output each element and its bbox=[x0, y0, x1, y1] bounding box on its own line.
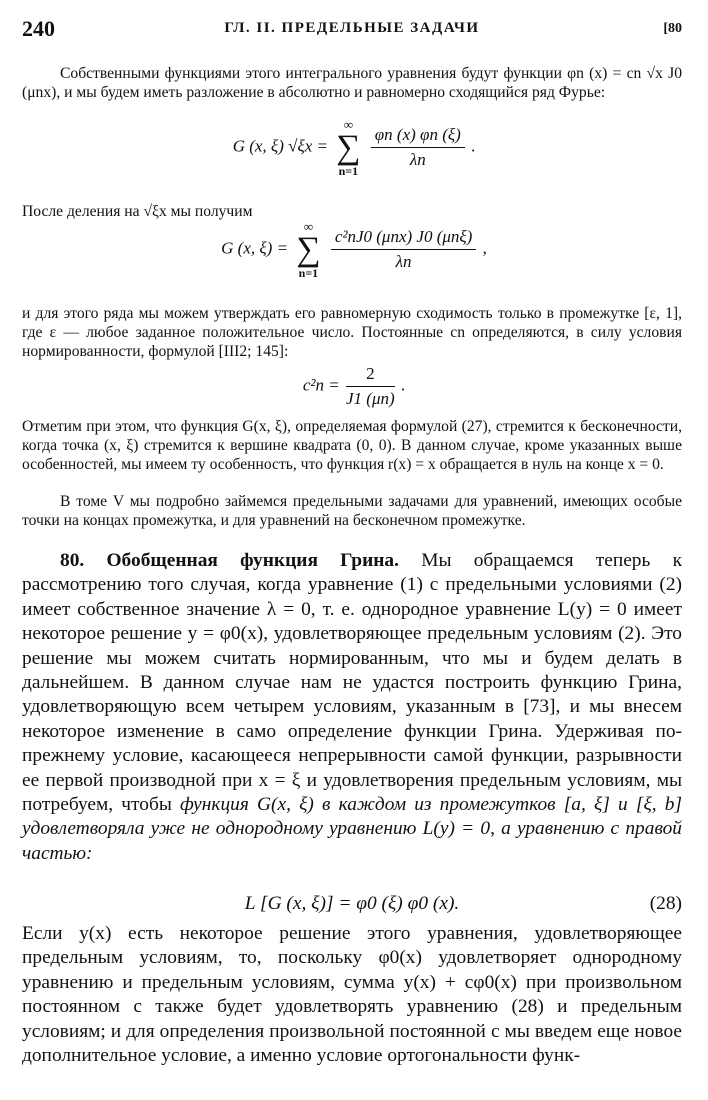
equation-normalization-constant bbox=[0, 364, 708, 409]
sum-upper-limit: ∞ bbox=[343, 117, 354, 132]
running-header bbox=[22, 14, 682, 44]
eq3-punct: . bbox=[400, 375, 406, 395]
paragraph-uniform-convergence: и для этого ряда мы можем утверждать его равномерную сходимость только в промежутке [ε, 1], где ε — любое заданное положительное число. Постоянные cn определяются, в силу условия нормированности, формулой [III2; 145]: bbox=[22, 305, 682, 360]
eq3-numerator: 2 bbox=[346, 364, 395, 387]
paragraph-singularity-note: Отметим при этом, что функция G(x, ξ), определяемая формулой (27), стремится к бесконечности, когда точка (x, ξ) стремится к вершине квадрата (0, 0). В данном случае, кроме указанных выше особенностей, мы имеем ту особенность, что функция r(x) = x обращается в нуль на конце x = 0. bbox=[22, 418, 682, 473]
eq2-numerator: c²nJ0 (μnx) J0 (μnξ) bbox=[331, 227, 477, 250]
equation-fourier-series bbox=[0, 118, 708, 177]
eq1-denominator: λn bbox=[409, 150, 426, 169]
section-heading: 80. Обобщенная функция Грина. bbox=[60, 550, 399, 571]
equation-28-number-wrap bbox=[650, 892, 682, 916]
summation-sign: ∞ ∑ n=1 bbox=[296, 219, 321, 280]
eq3-lhs: c²n = bbox=[302, 375, 340, 395]
eq1-lhs: G (x, ξ) √ξx = bbox=[232, 136, 329, 156]
section-80-italic-statement: функция G(x, ξ) в каждом из промежутков [a, ξ] и [ξ, b] удовлетворяла уже не однородному уравнению L(y) = 0, а уравнению с правой частью: bbox=[22, 794, 683, 864]
section-80-body bbox=[22, 549, 682, 866]
section-80-text: Мы обращаемся теперь к рассмотрению того случая, когда уравнение (1) с предельными условиями (2) имеет собственное значение λ = 0, т. е. однородное уравнение L(y) = 0 имеет некоторое решение y = φ0(x), удовлетворяющее предельным условиям (2). Это решение мы можем считать нормированным, что мы и будем делать в дальнейшем. В данном случае нам не удастся построить функцию Грина, удовлетворяющую всем четырем условиям, указанным в [73], и мы внесем некоторое изменение в само определение функции Грина. Удерживая по-прежнему условие, касающееся непрерывности самой функции, разрывности ее первой производной при x = ξ и удовлетворения предельным условиям, мы потребуем, чтобы bbox=[22, 550, 683, 816]
equation-28-formula: L [G (x, ξ)] = φ0 (ξ) φ0 (x). bbox=[244, 893, 460, 914]
page-number: 240 bbox=[22, 16, 55, 41]
eq2-fraction bbox=[331, 227, 477, 272]
summation-sign: ∞ ∑ n=1 bbox=[336, 117, 361, 178]
sum-lower-limit: n=1 bbox=[298, 266, 319, 280]
paragraph-volume-v: В томе V мы подробно займемся предельными задачами для уравнений, имеющих особые точки на концах промежутка, и для уравнений на бесконечном промежутке. bbox=[22, 493, 682, 529]
chapter-title: ГЛ. II. ПРЕДЕЛЬНЫЕ ЗАДАЧИ bbox=[224, 20, 480, 36]
eq3-fraction bbox=[346, 364, 395, 409]
sum-lower-limit: n=1 bbox=[338, 164, 359, 178]
paragraph-eigenfunctions: Собственными функциями этого интегрального уравнения будут функции φn (x) = cn √x J0 (μnx), и мы будем иметь разложение в абсолютно и равномерно сходящийся ряд Фурье: bbox=[22, 65, 682, 101]
eq2-punct: , bbox=[482, 238, 487, 258]
sum-upper-limit: ∞ bbox=[303, 219, 314, 234]
equation-28 bbox=[22, 892, 682, 916]
equation-number: (28) bbox=[649, 893, 682, 914]
paragraph-after-division: После деления на √ξx мы получим bbox=[22, 203, 253, 220]
paragraph-orthogonality: Если y(x) есть некоторое решение этого уравнения, удовлетворяющее предельным условиям, то, поскольку φ0(x) удовлетворяет однородному уравнению и предельным условиям, сумма y(x) + cφ0(x) при произвольном постоянном c также будет удовлетворять уравнению (28) и предельным условиям; и для определения произвольной постоянной c мы введем еще новое дополнительное условие, а именно условие ортогональности функ- bbox=[22, 923, 682, 1067]
eq1-fraction bbox=[371, 125, 465, 170]
section-marker: [80 bbox=[663, 21, 682, 36]
equation-green-series bbox=[0, 220, 708, 279]
eq1-punct: . bbox=[471, 136, 476, 156]
eq1-numerator: φn (x) φn (ξ) bbox=[371, 125, 465, 148]
eq2-lhs: G (x, ξ) = bbox=[221, 238, 289, 258]
eq3-denominator: J1 (μn) bbox=[345, 389, 395, 408]
eq2-denominator: λn bbox=[395, 252, 412, 271]
